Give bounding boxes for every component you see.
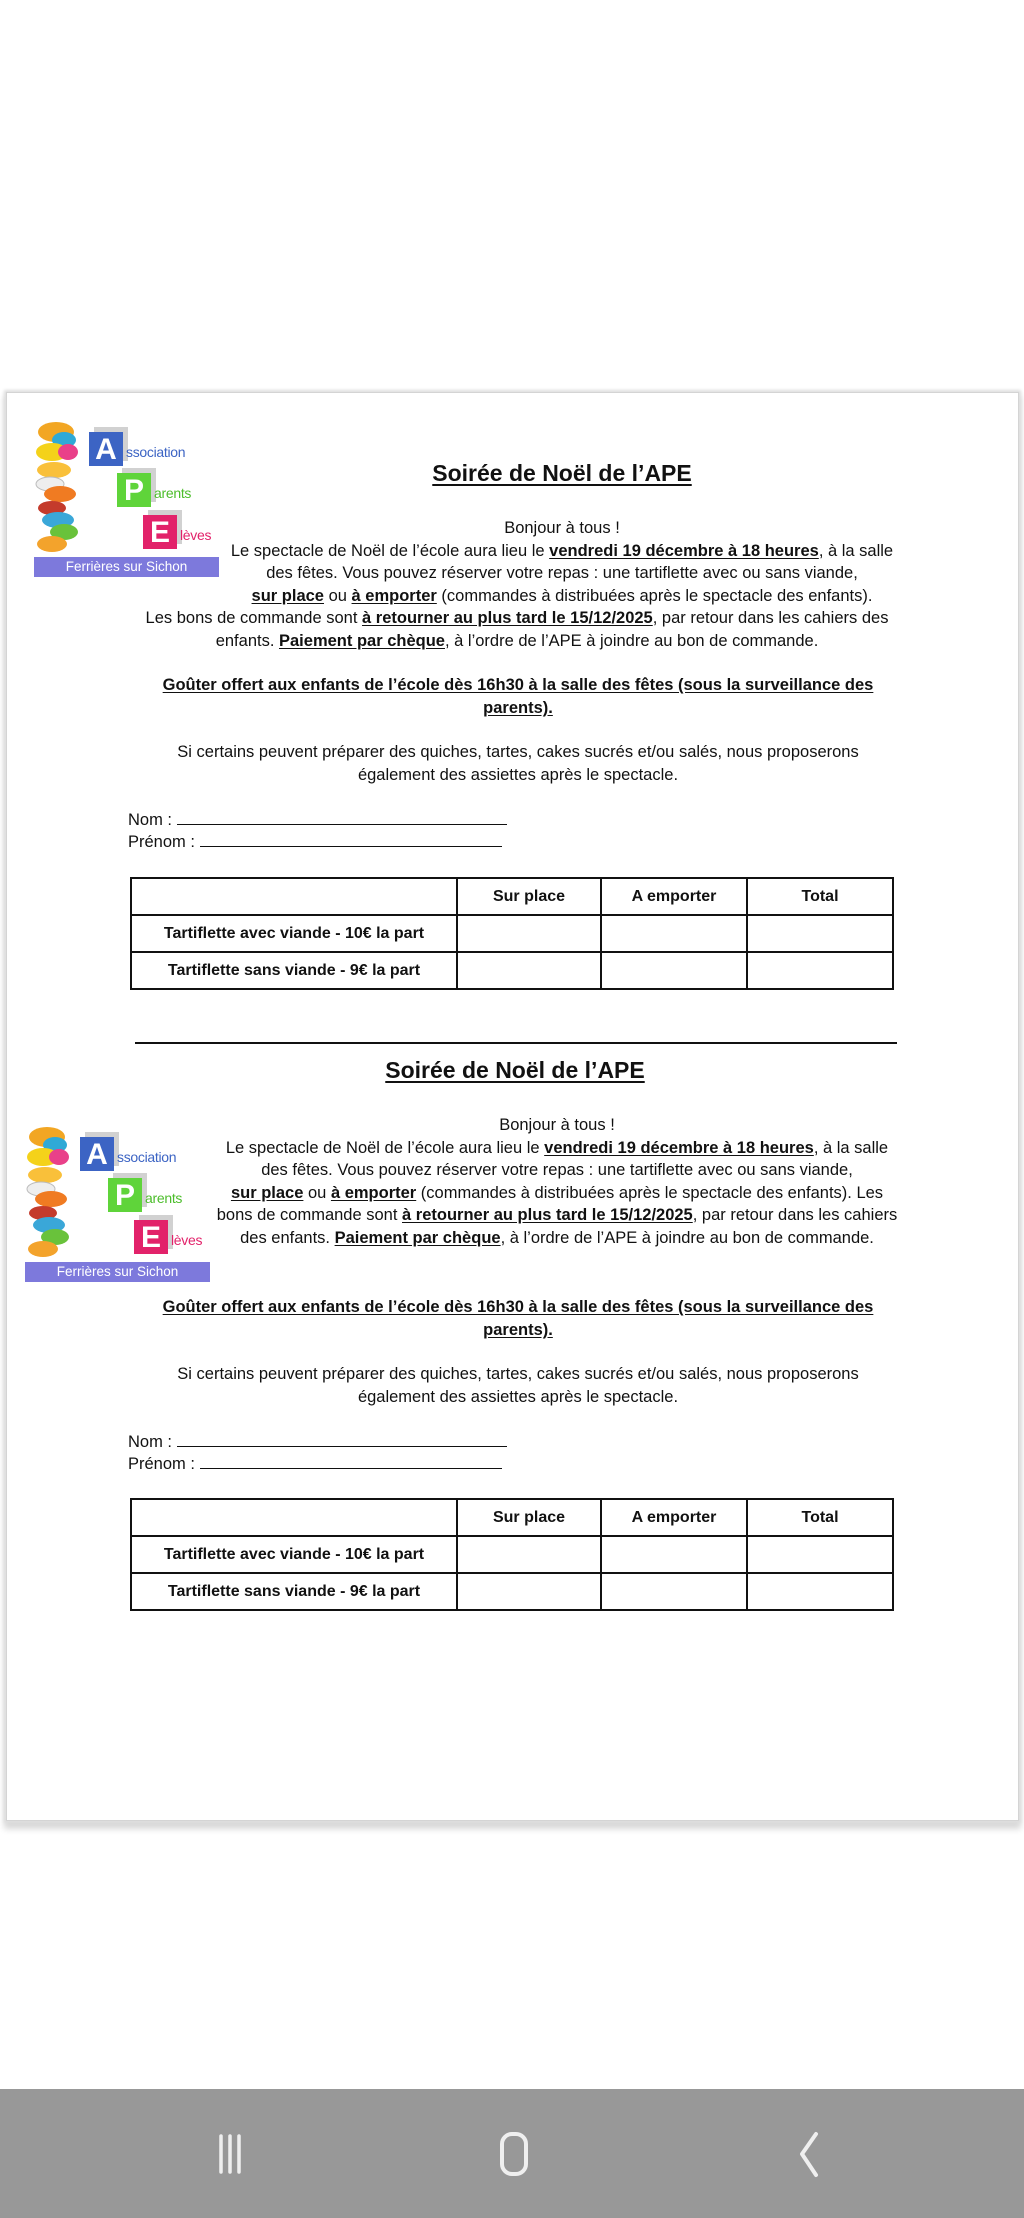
painted-hands-icon — [34, 418, 89, 558]
header-sur-place: Sur place — [457, 1499, 601, 1536]
header-total: Total — [747, 1499, 893, 1536]
logo-cube-p: P — [117, 473, 151, 507]
back-icon — [770, 2119, 840, 2189]
intro-paragraph: Le spectacle de Noël de l’école aura lieu le vendredi 19 décembre à 18 heures, à la salle des fêtes. Vous pouvez réserver votre repas : une tartiflette avec ou sans viande, sur place ou à emporter (commandes à distribuées après le spectacle des enfants). — [230, 541, 894, 605]
table-row — [131, 915, 893, 952]
a-emporter-emphasis: à emporter — [330, 1183, 417, 1202]
nom-field[interactable]: Nom : — [128, 808, 507, 831]
order-table — [130, 1498, 894, 1611]
row-label: Tartiflette avec viande - 10€ la part — [131, 1536, 457, 1573]
cell-total[interactable] — [747, 1536, 893, 1573]
gouter-notice: Goûter offert aux enfants de l’école dès 16h30 à la salle des fêtes (sous la surveillance des parents). — [162, 676, 874, 717]
table-row — [131, 952, 893, 989]
logo-word-parents: arents — [145, 1190, 183, 1206]
flyer-intro — [222, 517, 902, 607]
back-button[interactable] — [770, 2119, 840, 2189]
nom-field[interactable]: Nom : — [128, 1430, 507, 1453]
header-total: Total — [747, 878, 893, 915]
sur-place-emphasis: sur place — [251, 586, 324, 605]
flyer-title: Soirée de Noël de l’APE — [385, 1057, 645, 1083]
cut-line-divider — [135, 1042, 897, 1044]
cell-sur-place[interactable] — [457, 1573, 601, 1610]
flyer-title: Soirée de Noël de l’APE — [432, 460, 692, 486]
cell-sur-place[interactable] — [457, 952, 601, 989]
cell-a-emporter[interactable] — [601, 1573, 747, 1610]
row-label: Tartiflette sans viande - 9€ la part — [131, 1573, 457, 1610]
recent-apps-icon — [195, 2119, 265, 2189]
logo-word-association: ssociation — [126, 444, 186, 460]
header-cell-empty — [131, 878, 457, 915]
row-label: Tartiflette sans viande - 9€ la part — [131, 952, 457, 989]
greeting: Bonjour à tous ! — [504, 519, 620, 537]
event-date: vendredi 19 décembre à 18 heures — [544, 1138, 814, 1157]
ape-logo — [25, 1123, 210, 1283]
gouter-notice: Goûter offert aux enfants de l’école dès 16h30 à la salle des fêtes (sous la surveillance des parents). — [162, 1298, 874, 1339]
cell-total[interactable] — [747, 952, 893, 989]
logo-cube-e: E — [134, 1220, 168, 1254]
quiches-notice: Si certains peuvent préparer des quiches, tartes, cakes sucrés et/ou salés, nous proposerons également des assiettes après le spectacle. — [177, 1365, 859, 1406]
cell-sur-place[interactable] — [457, 915, 601, 952]
prenom-input-line[interactable] — [200, 1452, 502, 1469]
document-page — [6, 392, 1019, 1821]
logo-cube-a: A — [89, 432, 123, 466]
logo-word-eleves: lèves — [180, 527, 212, 543]
payment-method: Paiement par chèque — [279, 631, 445, 650]
table-row — [131, 1573, 893, 1610]
painted-hands-icon — [25, 1123, 80, 1263]
greeting: Bonjour à tous ! — [499, 1116, 615, 1134]
order-table — [130, 877, 894, 990]
logo-word-parents: arents — [154, 485, 192, 501]
logo-word-association: ssociation — [117, 1149, 177, 1165]
flyer-intro — [212, 1114, 902, 1249]
cell-a-emporter[interactable] — [601, 952, 747, 989]
row-label: Tartiflette avec viande - 10€ la part — [131, 915, 457, 952]
table-row — [131, 1536, 893, 1573]
intro-paragraph: Le spectacle de Noël de l’école aura lieu le vendredi 19 décembre à 18 heures, à la salle des fêtes. Vous pouvez réserver votre repas : une tartiflette avec ou sans viande, sur place ou à emporter (commandes à distribuées après le spectacle des enfants). Les bons de commande sont à retourner au plus tard le 15/12/2025, par retour dans les cahiers des enfants. Paiement par chèque, à l’ordre de l’APE à joindre au bon de commande. — [216, 1138, 898, 1247]
prenom-field[interactable]: Prénom : — [128, 830, 502, 853]
home-button[interactable] — [481, 2119, 551, 2189]
home-icon — [481, 2119, 551, 2189]
cell-a-emporter[interactable] — [601, 915, 747, 952]
table-header-row — [131, 1499, 893, 1536]
prenom-field[interactable]: Prénom : — [128, 1452, 502, 1475]
logo-word-eleves: lèves — [171, 1232, 203, 1248]
header-a-emporter: A emporter — [601, 878, 747, 915]
logo-cube-e: E — [143, 515, 177, 549]
cell-total[interactable] — [747, 915, 893, 952]
payment-method: Paiement par chèque — [334, 1228, 501, 1247]
cell-total[interactable] — [747, 1573, 893, 1610]
a-emporter-emphasis: à emporter — [351, 586, 437, 605]
deadline: à retourner au plus tard le 15/12/2025 — [402, 1206, 693, 1224]
logo-cube-p: P — [108, 1178, 142, 1212]
prenom-input-line[interactable] — [200, 830, 502, 847]
table-header-row — [131, 878, 893, 915]
logo-banner: Ferrières sur Sichon — [34, 557, 219, 577]
event-date: vendredi 19 décembre à 18 heures — [549, 541, 819, 560]
nom-input-line[interactable] — [177, 808, 507, 825]
logo-banner: Ferrières sur Sichon — [25, 1262, 210, 1282]
logo-cube-a: A — [80, 1137, 114, 1171]
cell-a-emporter[interactable] — [601, 1536, 747, 1573]
nom-input-line[interactable] — [177, 1430, 507, 1447]
header-a-emporter: A emporter — [601, 1499, 747, 1536]
recent-apps-button[interactable] — [195, 2119, 265, 2189]
sur-place-emphasis: sur place — [230, 1183, 304, 1202]
deadline: à retourner au plus tard le 15/12/2025 — [362, 609, 653, 627]
header-cell-empty — [131, 1499, 457, 1536]
system-navigation-bar — [0, 2089, 1024, 2218]
quiches-notice: Si certains peuvent préparer des quiches, tartes, cakes sucrés et/ou salés, nous proposerons également des assiettes après le spectacle. — [177, 743, 859, 784]
header-sur-place: Sur place — [457, 878, 601, 915]
cell-sur-place[interactable] — [457, 1536, 601, 1573]
flyer-order-info: Les bons de commande sont à retourner au plus tard le 15/12/2025, par retour dans les cahiers des enfants. Paiement par chèque, à l’ordre de l’APE à joindre au bon de commande. — [145, 609, 889, 650]
ape-logo — [34, 418, 219, 578]
